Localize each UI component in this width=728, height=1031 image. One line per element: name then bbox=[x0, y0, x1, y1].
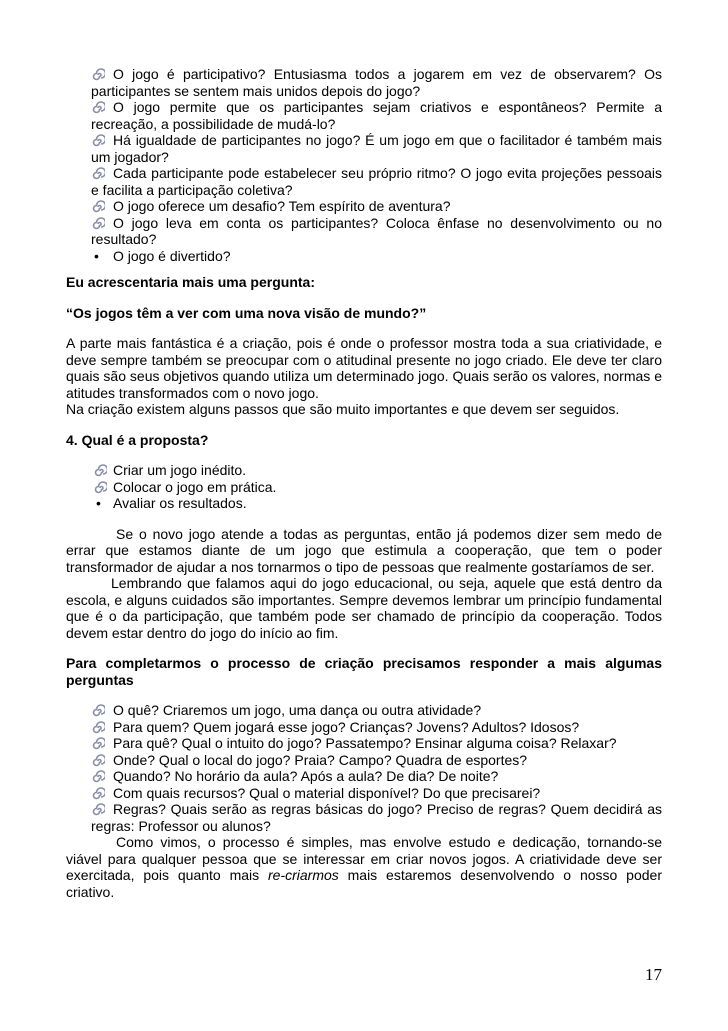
list-item: Para quem? Quem jogará esse jogo? Crianças? Jovens? Adultos? Idosos? bbox=[91, 719, 662, 736]
section-heading-questions: Para completarmos o processo de criação precisamos responder a mais algumas perguntas bbox=[66, 655, 662, 688]
list-item: Onde? Qual o local do jogo? Praia? Campo? Quadra de esportes? bbox=[91, 752, 662, 769]
quote-heading: “Os jogos têm a ver com uma nova visão de mundo?” bbox=[66, 304, 427, 321]
list-item: Há igualdade de participantes no jogo? É um jogo em que o facilitador é também mais um jogador? bbox=[91, 132, 662, 165]
paragraph-conclusion: Se o novo jogo atende a todas as perguntas, então já podemos dizer sem medo de errar que estamos diante de um jogo que estimula a cooperação, que tem o poder transformador de ajudar a nos tornarmos o tipo de pessoas que realmente gostaríamos de ser. bbox=[66, 525, 662, 575]
paragraph-creation: A parte mais fantástica é a criação, pois é onde o professor mostra toda a sua criatividade, e deve sempre também se preocupar com o atitudinal presente no jogo criado. Ele deve ter claro quais são seus objetivos quando utiliza um determinado jogo. Quais serão os valores, normas e atitudes transformados com o novo jogo. bbox=[66, 335, 662, 401]
page-number: 17 bbox=[645, 965, 662, 984]
spiral-bullet-icon bbox=[91, 803, 105, 821]
list-item: Criar um jogo inédito. bbox=[91, 462, 662, 479]
document-page bbox=[66, 66, 662, 900]
paragraph-steps: Na criação existem alguns passos que são muito importantes e que devem ser seguidos. bbox=[66, 401, 620, 417]
spiral-bullet-icon bbox=[91, 68, 105, 86]
section-heading-proposal: 4. Qual é a proposta? bbox=[66, 431, 209, 448]
list-item: • Avaliar os resultados. bbox=[96, 495, 247, 511]
paragraph-final: Como vimos, o processo é simples, mas envolve estudo e dedicação, tornando-se viável para qualquer pessoa que se interessar em criar novos jogos. A criatividade deve ser exercitada, pois quanto mais re-criarmos mais estaremos desenvolvendo o nosso poder criativo. bbox=[66, 834, 662, 900]
list-item: O jogo oferece um desafio? Tem espírito de aventura? bbox=[91, 198, 662, 215]
spiral-bullet-icon bbox=[91, 134, 105, 152]
list-item: Colocar o jogo em prática. bbox=[91, 479, 662, 496]
heading-extra-question: Eu acrescentaria mais uma pergunta: bbox=[66, 274, 315, 290]
proposal-list bbox=[91, 462, 662, 512]
bullet-dot-icon: • bbox=[96, 495, 101, 511]
list-item: O quê? Criaremos um jogo, uma dança ou outra atividade? bbox=[91, 702, 662, 719]
list-item: O jogo é participativo? Entusiasma todos a jogarem em vez de observarem? Os participantes se sentem mais unidos depois do jogo? bbox=[91, 66, 662, 99]
list-item: Cada participante pode estabelecer seu próprio ritmo? O jogo evita projeções pessoais e facilita a participação coletiva? bbox=[91, 165, 662, 198]
list-item: • O jogo é divertido? bbox=[94, 247, 231, 264]
list-item: Regras? Quais serão as regras básicas do jogo? Preciso de regras? Quem decidirá as regras: Professor ou alunos? bbox=[91, 801, 662, 834]
list-item: O jogo permite que os participantes sejam criativos e espontâneos? Permite a recreação, a possibilidade de mudá-lo? bbox=[91, 99, 662, 132]
evaluation-questions-list bbox=[91, 66, 662, 264]
paragraph-educational-game: Lembrando que falamos aqui do jogo educacional, ou seja, aquele que está dentro da escola, e alguns cuidados são importantes. Sempre devemos lembrar um princípio fundamental que é o da participação, que também pode ser chamado de princípio da cooperação. Todos devem estar dentro do jogo do início ao fim. bbox=[66, 575, 662, 641]
spiral-bullet-icon bbox=[91, 167, 105, 185]
creation-questions-list bbox=[91, 702, 662, 834]
list-item: Com quais recursos? Qual o material disponível? Do que precisarei? bbox=[91, 785, 662, 802]
list-item: O jogo leva em conta os participantes? Coloca ênfase no desenvolvimento ou no resultado? bbox=[91, 214, 662, 247]
list-item: Quando? No horário da aula? Após a aula? De dia? De noite? bbox=[91, 768, 662, 785]
spiral-bullet-icon bbox=[91, 217, 105, 235]
list-item: Para quê? Qual o intuito do jogo? Passatempo? Ensinar alguma coisa? Relaxar? bbox=[91, 735, 662, 752]
bullet-dot-icon: • bbox=[94, 247, 99, 264]
spiral-bullet-icon bbox=[91, 101, 105, 119]
